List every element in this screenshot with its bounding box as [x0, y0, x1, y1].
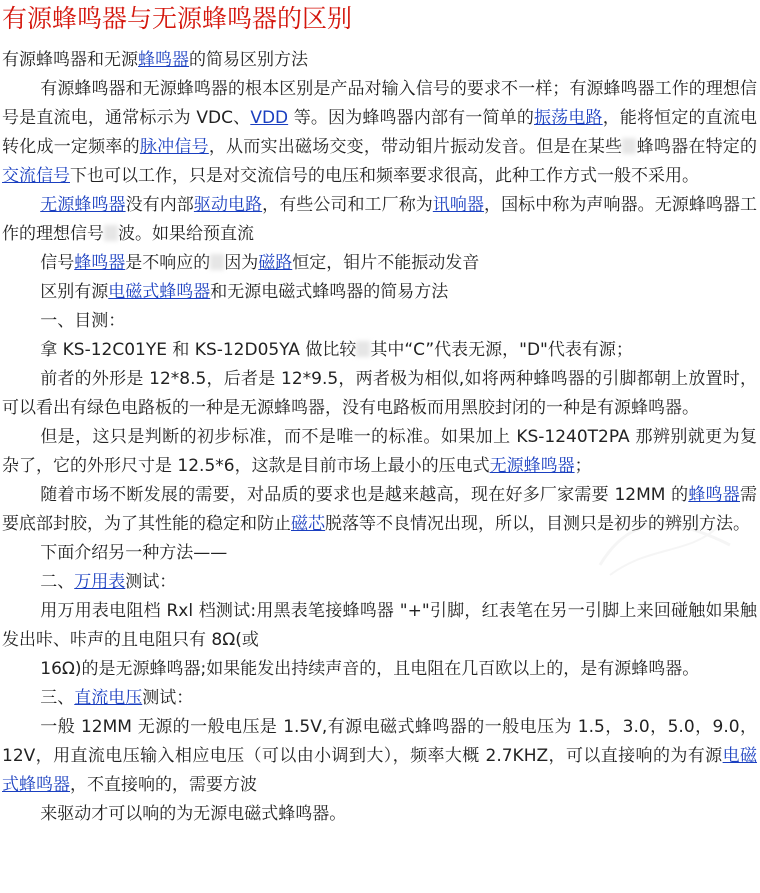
text: 前者的外形是 12*8.5，后者是 12*9.5，	[40, 369, 356, 389]
link-electromagnetic-buzzer[interactable]: 电磁式蜂鸣器	[108, 282, 211, 302]
text: 因为	[224, 253, 259, 273]
text: ，国标中称为声响器。无源蜂鸣器工作的理想信号	[2, 195, 758, 244]
link-pulse-signal[interactable]: 脉冲信号	[139, 137, 209, 157]
text: 有源蜂鸣器和无源蜂鸣器的根本区别是产品对输入信号的要求不一样；有源蜂鸣器工作的理想信号是直流电，通常标示为 VDC、	[2, 79, 757, 128]
text: 和无源电磁式蜂鸣器的简易方法	[210, 282, 449, 302]
paragraph-appearance	[2, 365, 757, 423]
text: 有源蜂鸣器和无源	[2, 50, 138, 70]
text: 下也可以工作，只是对交流信号的电压和频率要求很高，此种工作方式一般不采用。	[70, 166, 699, 186]
smudge	[356, 341, 370, 357]
text: 随着市场不断发展的需要，对品质的要求也是越来越高，现在好多厂家需要 12MM 的	[40, 485, 689, 505]
text: ，不直接响的，需要方波	[70, 775, 257, 795]
link-dc-voltage[interactable]: 直流电压	[74, 688, 143, 708]
paragraph-subtitle	[2, 46, 757, 75]
heading-multimeter-test	[2, 568, 757, 597]
text: 其中“C”代表无源，"D"代表有源；	[370, 340, 633, 360]
text: 等。因为蜂鸣器内部有一简单的	[288, 108, 535, 128]
text: 恒定，钼片不能振动发音	[292, 253, 480, 273]
link-buzzer[interactable]: 蜂鸣器	[74, 253, 126, 273]
text: 两者极为相似,如将两种蜂鸣器的引脚都朝上放置时，可以看出有绿色电路板的一种是无源蜂鸣器，没有电路板而用黑胶封闭的一种是有源蜂鸣器。	[2, 369, 757, 418]
paragraph-market-needs	[2, 481, 757, 539]
paragraph-multimeter-procedure: 用万用表电阻档 Rxl 档测试:用黑表笔接蜂鸣器 "+"引脚，红表笔在另一引脚上来回碰触如果触发出咔、咔声的且电阻只有 8Ω(或	[2, 601, 757, 650]
text: 二、	[40, 572, 75, 592]
text: 信号	[40, 253, 75, 273]
smudge	[622, 138, 636, 154]
link-passive-buzzer[interactable]: 无源蜂鸣器	[489, 456, 575, 476]
text: 的简易区别方法	[189, 50, 308, 70]
text: 测试：	[142, 688, 194, 708]
link-buzzer[interactable]: 蜂鸣器	[688, 485, 741, 505]
link-drive-circuit[interactable]: 驱动电路	[193, 195, 263, 215]
link-magnetic-core[interactable]: 磁芯	[291, 514, 325, 534]
text: 测试：	[125, 572, 177, 592]
link-electromagnetic-buzzer[interactable]: 电磁式蜂鸣器	[2, 746, 757, 795]
page-title: 有源蜂鸣器与无源蜂鸣器的区别	[2, 4, 353, 33]
link-multimeter[interactable]: 万用表	[74, 572, 126, 592]
article-body	[2, 46, 757, 829]
paragraph-dc-voltage-procedure	[2, 713, 757, 800]
link-vdd[interactable]: VDD	[250, 108, 289, 128]
link-magnetic-circuit[interactable]: 磁路	[258, 253, 293, 273]
paragraph-dc-no-response	[2, 249, 757, 278]
text: ，能将恒定的直流电转化成一定频率的	[2, 108, 758, 157]
paragraph-square-wave: 来驱动才可以响的为无源电磁式蜂鸣器。	[40, 804, 347, 824]
paragraph-multimeter-result: 16Ω)的是无源蜂鸣器;如果能发出持续声音的，且电阻在几百欧以上的，是有源蜂鸣器。	[40, 659, 700, 679]
text: ，从而实出磁场交变，带动钼片振动发音。但是在某些	[208, 137, 623, 157]
paragraph-another-method: 下面介绍另一种方法——	[40, 543, 228, 563]
text: 波。如果给预直流	[118, 224, 254, 244]
link-sounder[interactable]: 讯响器	[432, 195, 485, 215]
paragraph-passive-buzzer	[2, 191, 757, 249]
smudge	[104, 225, 118, 241]
link-oscillator-circuit[interactable]: 振荡电路	[534, 108, 603, 128]
paragraph-section-heading	[2, 278, 757, 307]
text: 蜂鸣器在特定的	[636, 137, 758, 157]
text: ；	[574, 456, 592, 476]
link-passive-buzzer[interactable]: 无源蜂鸣器	[40, 195, 126, 215]
text: ，有些公司和工厂称为	[262, 195, 433, 215]
text: 需要底部封胶，为了其性能的稳定和防止	[2, 485, 758, 534]
text: 脱落等不良情况出现，所以，目测只是初步的辨别方法。	[325, 514, 750, 534]
paragraph-fundamental-difference	[2, 75, 757, 191]
heading-dc-voltage-test	[2, 684, 757, 713]
link-buzzer[interactable]: 蜂鸣器	[138, 50, 189, 70]
paragraph-preliminary-standard	[2, 423, 757, 481]
paragraph-model-comparison	[2, 336, 757, 365]
text: 拿 KS-12C01YE 和 KS-12D05YA 做比较	[40, 340, 357, 360]
link-ac-signal[interactable]: 交流信号	[2, 166, 70, 186]
text: 但是，这只是判断的初步标准，而不是唯一的标准。如果加上 KS-1240T2PA 那辨别就更为复杂了，它的外形尺寸是 12.5*6，这款是目前市场上最小的压电式	[2, 427, 757, 476]
text: 区别有源	[40, 282, 109, 302]
smudge	[210, 254, 224, 270]
heading-visual-inspection: 一、目测：	[40, 311, 126, 331]
text: 没有内部	[125, 195, 194, 215]
text: 三、	[40, 688, 75, 708]
text: 是不响应的	[125, 253, 211, 273]
text: 一般 12MM 无源的一般电压是 1.5V,有源电磁式蜂鸣器的一般电压为 1.5，3.0，5.0，9.0，12V，用直流电压输入相应电压（可以由小调到大），频率大概 2.7KHZ，可以直接响的为有源	[2, 717, 757, 766]
